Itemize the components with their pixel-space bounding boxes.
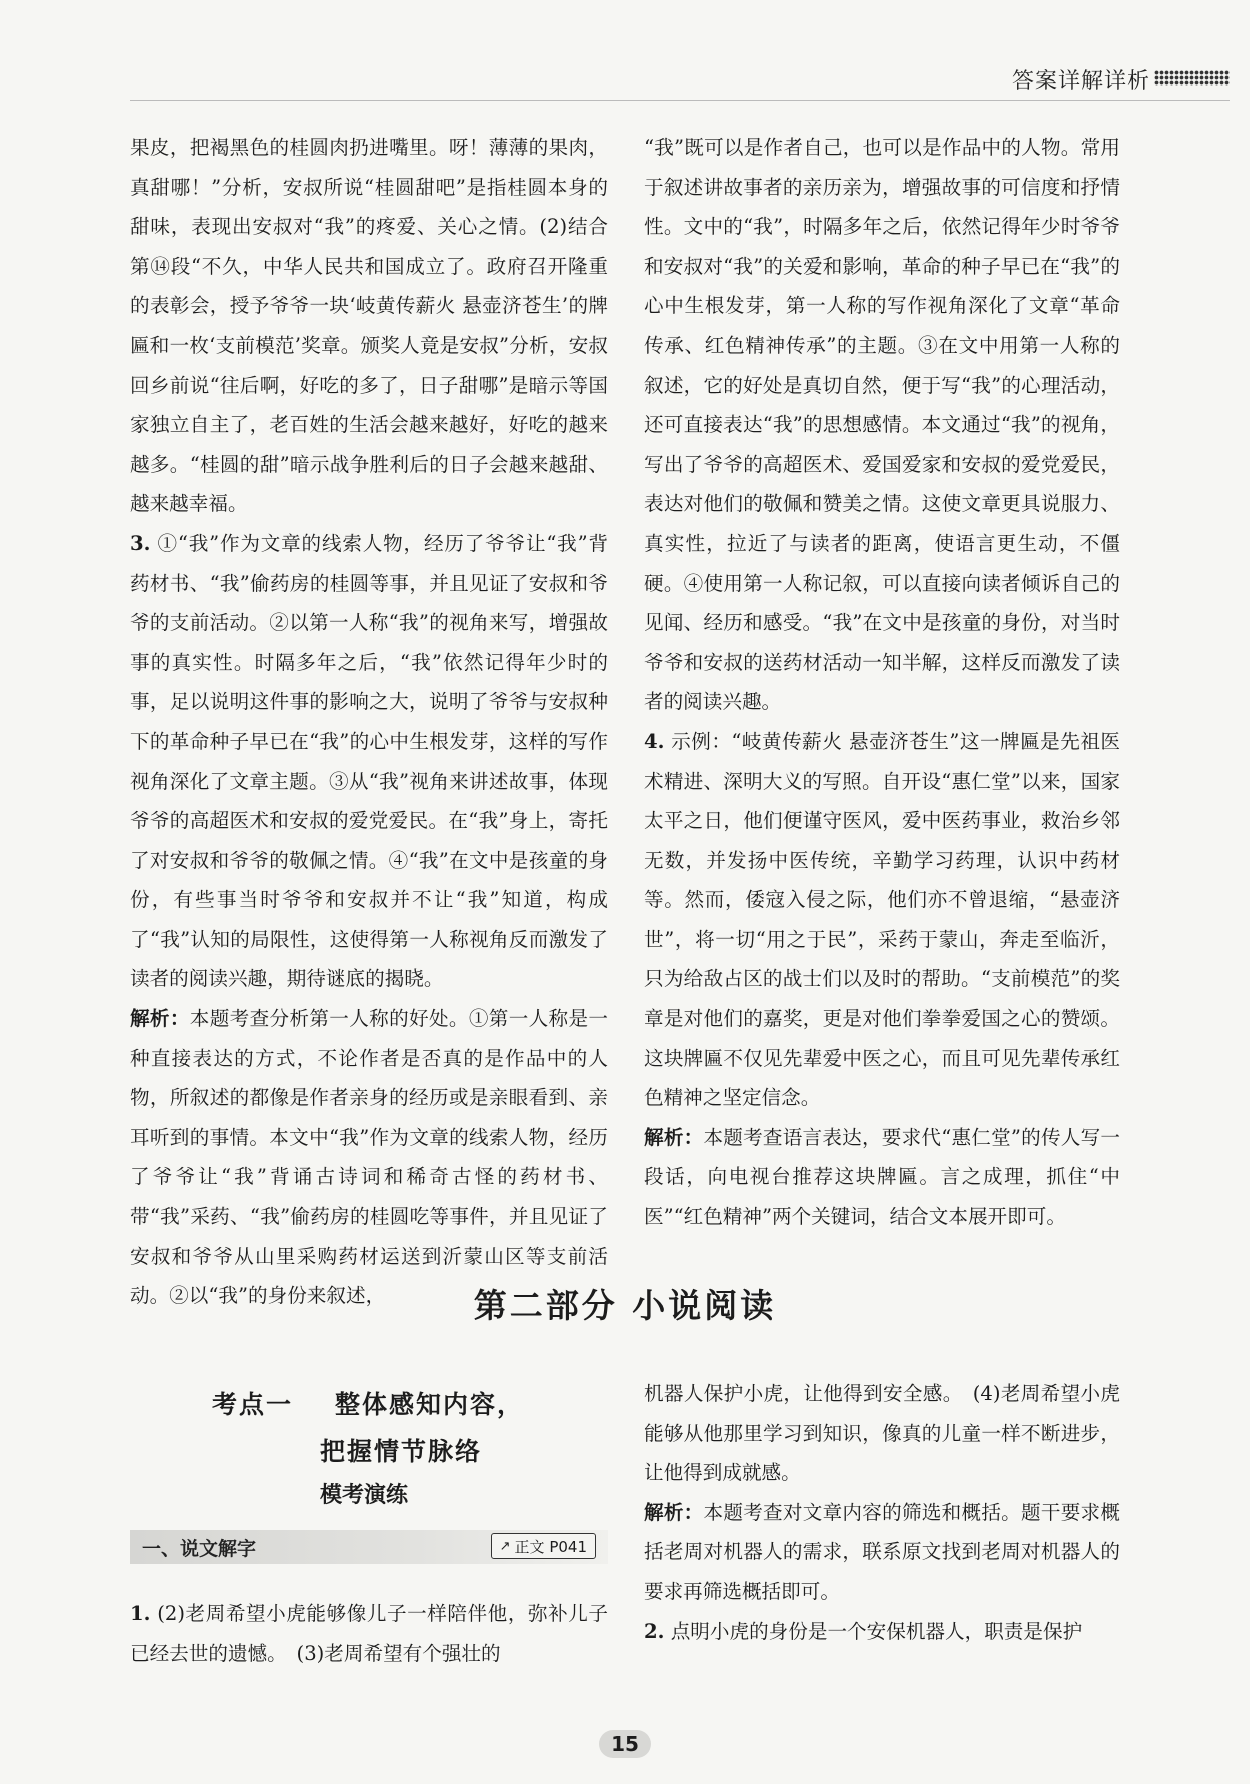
answer-3: 3. ①“我”作为文章的线索人物，经历了爷爷让“我”背药材书、“我”偷药房的桂圆等事，并且见证了安叔和爷爷的支前活动。②以第一人称“我”的视角来写，增强故事的真实性。时隔多年之后，“我”依然记得年少时的事，足以说明这件事的影响之大，说明了爷爷与安叔种下的革命种子早已在“我”的心中生根发芽，这样的写作视角深化了文章主题。③从“我”视角来讲述故事，体现爷爷的高超医术和安叔的爱党爱民。在“我”身上，寄托了对安叔和爷爷的敬佩之情。④“我”在文中是孩童的身份，有些事当时爷爷和安叔并不让“我”知道，构成了“我”认知的局限性，这使得第一人称视角反而激发了读者的阅读兴趣，期待谜底的揭晓。 bbox=[130, 531, 608, 991]
answer-4: 4. 示例：“岐黄传薪火 悬壶济苍生”这一牌匾是先祖医术精进、深明大义的写照。自开设“惠仁堂”以来，国家太平之日，他们便谨守医风，爱中医药事业，救治乡邻无数，并发扬中医传统，辛勤学习药理，认识中药材等。然而，倭寇入侵之际，他们亦不曾退缩，“悬壶济世”，将一切“用之于民”，采药于蒙山，奔走至临沂，只为给敌占区的战士们以及时的帮助。“支前模范”的奖章是对他们的嘉奖，更是对他们拳拳爱国之心的赞颂。这块牌匾不仅见先辈爱中医之心，而且可见先辈传承红色精神之坚定信念。 bbox=[644, 729, 1120, 1110]
page-number-container bbox=[0, 1730, 1250, 1758]
section-header-bar bbox=[130, 1530, 608, 1564]
page-reference-text: 正文 P041 bbox=[514, 1537, 587, 1556]
analysis-paragraph: 解析：本题考查语言表达，要求代“惠仁堂”的传人写一段话，向电视台推荐这块牌匾。言之成理，抓住“中医”“红色精神”两个关键词，结合文本展开即可。 bbox=[644, 1125, 1120, 1229]
paragraph: 机器人保护小虎，让他得到安全感。 (4)老周希望小虎能够从他那里学习到知识，像真的儿童一样不断进步，让他得到成就感。 bbox=[644, 1382, 1120, 1485]
answer-1: 1. (2)老周希望小虎能够像儿子一样陪伴他，弥补儿子已经去世的遗憾。 (3)老周希望有个强壮的 bbox=[130, 1602, 608, 1665]
kaodian-label: 考点一 bbox=[212, 1390, 294, 1419]
kaodian-title-line1: 整体感知内容， bbox=[335, 1390, 525, 1419]
right-column-top bbox=[644, 128, 1120, 1237]
paragraph: “我”既可以是作者自己，也可以是作品中的人物。常用于叙述讲故事者的亲历亲为，增强故事的可信度和抒情性。文中的“我”，时隔多年之后，依然记得年少时爷爷和安叔对“我”的关爱和影响，革命的种子早已在“我”的心中生根发芽，第一人称的写作视角深化了文章“革命传承、红色精神传承”的主题。③在文中用第一人称的叙述，它的好处是真切自然，便于写“我”的心理活动，还可直接表达“我”的思想感情。本文通过“我”的视角，写出了爷爷的高超医术、爱国爱家和安叔的爱党爱民，表达对他们的敬佩和赞美之情。这使文章更具说服力、真实性，拉近了与读者的距离，使语言更生动，不僵硬。④使用第一人称记叙，可以直接向读者倾诉自己的见闻、经历和感受。“我”在文中是孩童的身份，对当时爷爷和安叔的送药材活动一知半解，这样反而激发了读者的阅读兴趣。 bbox=[644, 136, 1120, 714]
arrow-icon: ↗ bbox=[499, 1538, 511, 1554]
analysis-paragraph: 解析：本题考查分析第一人称的好处。①第一人称是一种直接表达的方式，不论作者是否真的是作品中的人物，所叙述的都像是作者亲身的经历或是亲眼看到、亲耳听到的事情。本文中“我”作为文章的线索人物，经历了爷爷让“我”背诵古诗词和稀奇古怪的药材书、带“我”采药、“我”偷药房的桂圆吃等事件，并且见证了安叔和爷爷从山里采购药材运送到沂蒙山区等支前活动。②以“我”的身份来叙述， bbox=[130, 1007, 609, 1308]
right-column-bottom bbox=[644, 1374, 1120, 1651]
section-label: 一、说文解字 bbox=[142, 1538, 257, 1560]
header-title: 答案详解详析 bbox=[1011, 69, 1150, 94]
part-title: 第二部分 小说阅读 bbox=[473, 1286, 777, 1325]
kaodian-title-line2: 把握情节脉络 bbox=[320, 1437, 483, 1466]
page-number: 15 bbox=[599, 1730, 651, 1758]
page-reference bbox=[491, 1533, 596, 1559]
analysis-paragraph: 解析：本题考查对文章内容的筛选和概括。题干要求概括老周对机器人的需求，联系原文找到老周对机器人的要求再筛选概括即可。 bbox=[644, 1500, 1120, 1603]
left-column-bottom bbox=[130, 1594, 608, 1673]
left-column-top bbox=[130, 128, 608, 1316]
paragraph: 果皮，把褐黑色的桂圆肉扔进嘴里。呀！薄薄的果肉，真甜哪！”分析，安叔所说“桂圆甜吧”是指桂圆本身的甜味，表现出安叔对“我”的疼爱、关心之情。(2)结合第⑭段“不久，中华人民共和国成立了。政府召开隆重的表彰会，授予爷爷一块‘岐黄传薪火 悬壶济苍生’的牌匾和一枚‘支前模范’奖章。颁奖人竟是安叔”分析，安叔回乡前说“往后啊，好吃的多了，日子甜哪”是暗示等国家独立自主了，老百姓的生活会越来越好，好吃的越来越多。“桂圆的甜”暗示战争胜利后的日子会越来越甜、越来越幸福。 bbox=[130, 136, 608, 516]
mock-exam-title: 模考演练 bbox=[320, 1483, 409, 1508]
answer-2: 2. 点明小虎的身份是一个安保机器人，职责是保护 bbox=[644, 1619, 1083, 1643]
header-dots-decoration bbox=[1154, 70, 1230, 86]
header-divider bbox=[130, 100, 1230, 101]
